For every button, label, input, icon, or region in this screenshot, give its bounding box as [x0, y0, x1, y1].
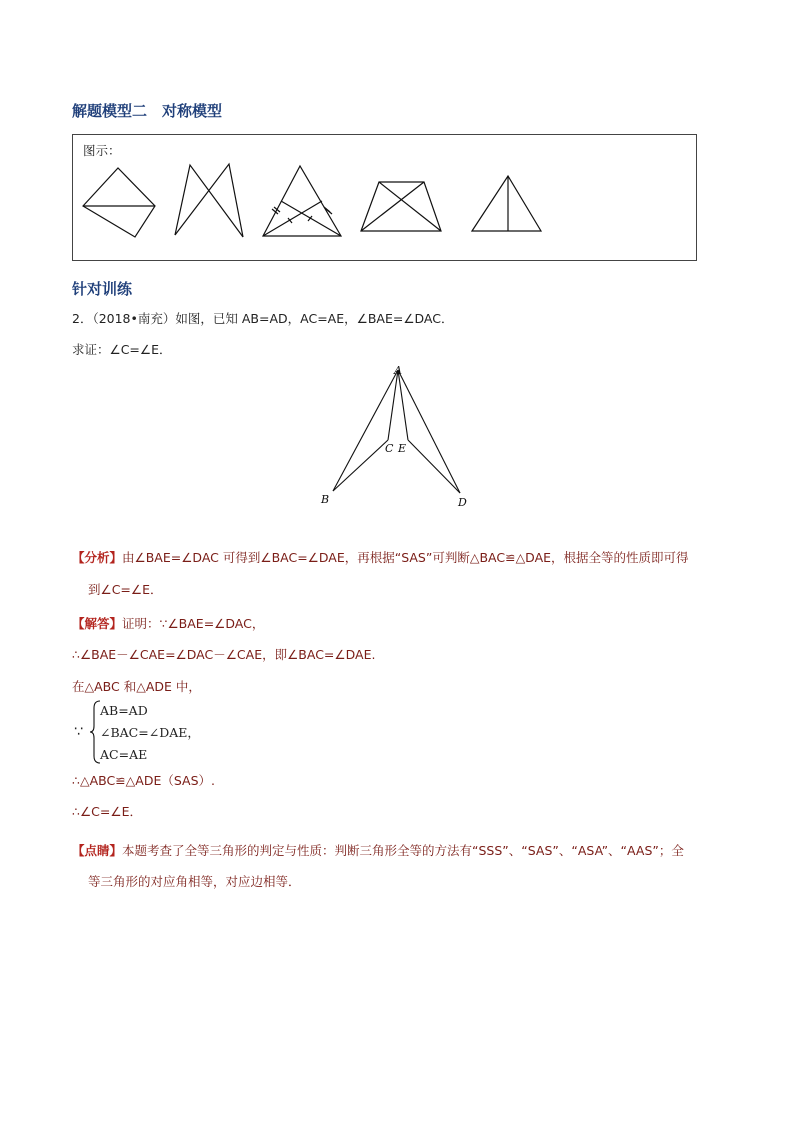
condition-1: AB=AD: [100, 703, 148, 718]
point-label-b: B: [321, 493, 330, 506]
analysis-text: 由∠BAE=∠DAC 可得到∠BAC=∠DAE，再根据“SAS”可判断△BAC≌△DAE，根据全等的性质即可得: [122, 550, 689, 565]
trapezoid-model: [361, 182, 441, 231]
analysis-line2: 到∠C=∠E．: [88, 582, 163, 597]
condition-2: ∠BAC=∠DAE，: [100, 725, 200, 740]
comment-tag: 【点睛】: [72, 843, 123, 858]
analysis-line1: [72, 550, 689, 566]
isosceles-model: [472, 176, 541, 231]
solution-step1: ∴∠BAE－∠CAE=∠DAC－∠CAE，即∠BAC=∠DAE.: [72, 647, 376, 662]
solution-header: [72, 616, 264, 632]
analysis-tag: 【分析】: [72, 550, 123, 565]
problem-prove: 求证：∠C=∠E．: [72, 342, 172, 357]
point-label-c: C: [385, 442, 394, 455]
crossed-m-model: [175, 164, 243, 237]
solution-step3: ∴△ABC≌△ADE（SAS）.: [72, 773, 215, 788]
solution-step4: ∴∠C=∠E．: [72, 804, 142, 819]
point-label-e: E: [398, 442, 407, 455]
geometry-figure: [310, 360, 490, 515]
solution-intro: 证明：∵∠BAE=∠DAC，: [122, 616, 265, 631]
practice-title: 针对训练: [72, 280, 133, 298]
symmetric-models-diagram: [73, 135, 696, 260]
point-label-a: A: [394, 364, 402, 377]
condition-3: AC=AE: [100, 747, 148, 762]
solution-step2: 在△ABC 和△ADE 中，: [72, 679, 201, 694]
point-label-d: D: [458, 496, 467, 509]
comment-line2: 等三角形的对应角相等，对应边相等．: [88, 874, 301, 889]
kite-model: [83, 168, 155, 237]
problem-statement: 2．（2018•南充）如图，已知 AB=AD，AC=AE，∠BAE=∠DAC．: [72, 311, 454, 326]
section-title: 解题模型二 对称模型: [72, 102, 223, 120]
comment-text: 本题考查了全等三角形的判定与性质：判断三角形全等的方法有“SSS”、“SAS”、“ASA”、“AAS”；全: [122, 843, 684, 858]
comment-line1: [72, 843, 684, 859]
ticked-triangle-model: [263, 166, 341, 236]
solution-tag: 【解答】: [72, 616, 123, 631]
figure-label: 图示：: [83, 143, 121, 158]
because-symbol: ∵: [74, 724, 83, 740]
model-figure-box: [72, 134, 697, 261]
